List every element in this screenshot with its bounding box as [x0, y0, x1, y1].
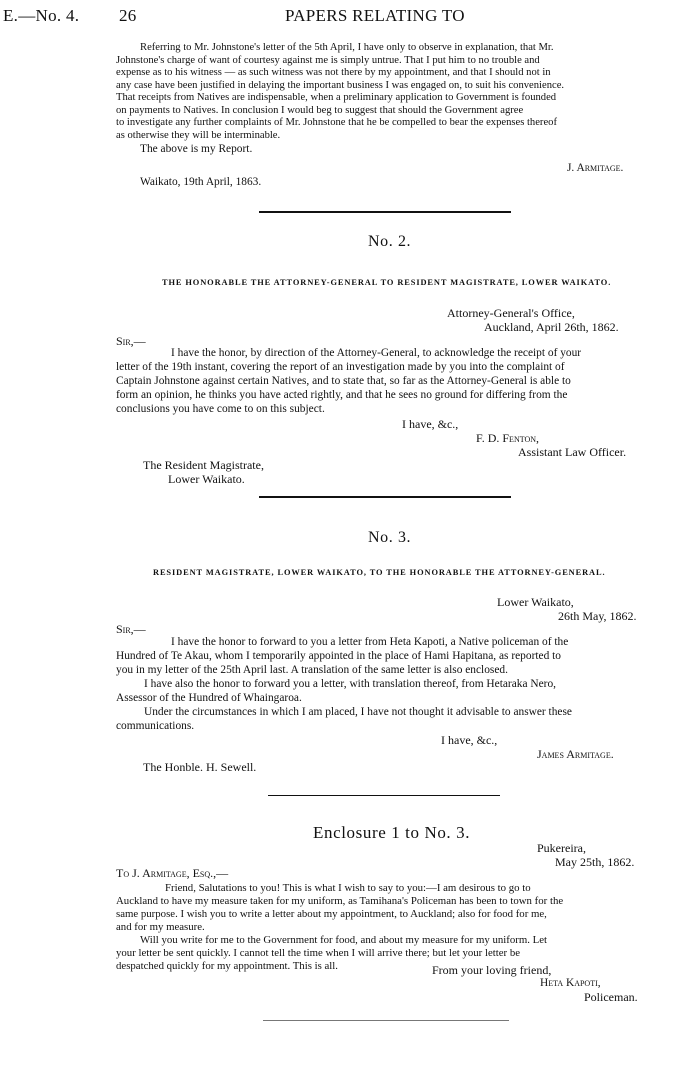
- enclosure-heading: Enclosure 1 to No. 3.: [313, 823, 471, 842]
- addressee-line-2: Lower Waikato.: [168, 472, 245, 486]
- letter-signature: F. D. Fenton,: [476, 431, 540, 445]
- section-divider: [259, 211, 511, 213]
- salutation: Sir,—: [116, 334, 146, 348]
- series-number: E.—No. 4.: [3, 6, 80, 25]
- salutation: Sir,—: [116, 622, 146, 636]
- letter-subheading: THE HONORABLE THE ATTORNEY-GENERAL TO RESIDENT MAGISTRATE, LOWER WAIKATO.: [162, 278, 612, 287]
- addressee: The Honble. H. Sewell.: [143, 760, 257, 774]
- paragraph-line: I have the honor, by direction of the Attorney-General, to acknowledge the receipt of your: [171, 347, 582, 359]
- running-title: PAPERS RELATING TO: [285, 6, 465, 25]
- paragraph-line: Auckland to have my measure taken for my uniform, as Tamihana's Policeman has been to town for the: [116, 895, 564, 907]
- paragraph-line: conclusions you have come to on this subject.: [116, 403, 325, 415]
- paragraph-line: expense as to his witness — as such witness was not there by my appointment, and that I should not in: [116, 67, 551, 78]
- paragraph-line: Under the circumstances in which I am placed, I have not thought it advisable to answer these: [144, 706, 572, 718]
- sender-address-line-1: Lower Waikato,: [497, 595, 574, 609]
- sender-address-line-2: Auckland, April 26th, 1862.: [484, 320, 619, 334]
- paragraph-line: letter of the 19th instant, covering the report of an investigation made by you into the complaint of: [116, 361, 565, 373]
- paragraph-line: I have the honor to forward to you a letter from Heta Kapoti, a Native policeman of the: [171, 636, 569, 648]
- paragraph-line: I have also the honor to forward you a letter, with translation thereof, from Hetaraka Nero,: [144, 678, 556, 690]
- section-divider: [259, 496, 511, 498]
- paragraph-line: Assessor of the Hundred of Whaingaroa.: [116, 692, 302, 704]
- paragraph-line: Friend, Salutations to you! This is what I wish to say to you:—I am desirous to go to: [165, 882, 531, 894]
- section-divider: [263, 1020, 509, 1021]
- letter-closing: I have, &c.,: [402, 417, 459, 431]
- signature-title: Assistant Law Officer.: [518, 445, 627, 459]
- letter-signature: James Armitage.: [537, 747, 614, 761]
- letter-closing: I have, &c.,: [441, 733, 498, 747]
- paragraph-line: Will you write for me to the Government for food, and about my measure for my uniform. Let: [140, 934, 548, 946]
- letter-heading: No. 3.: [368, 529, 412, 546]
- enclosure-signature-title: Policeman.: [584, 990, 638, 1004]
- addressee-line-1: The Resident Magistrate,: [143, 458, 264, 472]
- paragraph-line: your letter be sent quickly. I cannot tell the time when I will arrive there; but let your letter be: [116, 947, 521, 959]
- enclosure-place: Pukereira,: [537, 841, 586, 855]
- enclosure-closing: From your loving friend,: [432, 963, 552, 977]
- sender-address-line-2: 26th May, 1862.: [558, 609, 637, 623]
- paragraph-line: That receipts from Natives are indispensable, when a preliminary application to Government is founded: [116, 92, 557, 103]
- report-signature: J. Armitage.: [567, 162, 624, 174]
- paragraph-line: and for my measure.: [116, 921, 205, 933]
- report-closing: The above is my Report.: [140, 143, 253, 155]
- paragraph-line: despatched quickly for my appointment. This is all.: [116, 960, 338, 972]
- paragraph-line: same purpose. I wish you to write a letter about my appointment, to Auckland; also for food for me,: [116, 908, 547, 920]
- letter-heading: No. 2.: [368, 233, 412, 250]
- letter-subheading: RESIDENT MAGISTRATE, LOWER WAIKATO, TO THE HONORABLE THE ATTORNEY-GENERAL.: [153, 568, 606, 577]
- paragraph-line: to investigate any further complaints of Mr. Johnstone that he be compelled to bear the expenses thereof: [116, 117, 557, 128]
- paragraph-line: as otherwise they will be interminable.: [116, 129, 281, 141]
- paragraph-line: Johnstone's charge of want of courtesy against me is simply untrue. That I put him to no trouble and: [116, 54, 540, 66]
- section-divider: [268, 795, 500, 796]
- paragraph-line: communications.: [116, 720, 195, 732]
- page-number: 26: [119, 6, 137, 25]
- paragraph-line: any case have been justified in delaying the important business I was engaged on, to suit his convenience.: [116, 79, 565, 91]
- paragraph-line: Referring to Mr. Johnstone's letter of the 5th April, I have only to observe in explanation, that Mr.: [140, 42, 554, 53]
- paragraph-line: form an opinion, he thinks you have acted rightly, and that he sees no ground for differing from the: [116, 389, 568, 401]
- paragraph-line: you in my letter of the 25th April last. A translation of the same letter is also enclosed.: [116, 664, 508, 676]
- paragraph-line: on payments to Natives. In conclusion I would beg to suggest that should the Government agree: [116, 104, 524, 116]
- sender-address-line-1: Attorney-General's Office,: [447, 306, 575, 320]
- report-date-line: Waikato, 19th April, 1863.: [140, 176, 262, 188]
- paragraph-line: Hundred of Te Akau, whom I temporarily appointed in the place of Hami Hapitana, as reported to: [116, 650, 561, 662]
- enclosure-signature: Heta Kapoti,: [540, 977, 601, 989]
- paragraph-line: Captain Johnstone against certain Natives, and to state that, so far as the Attorney-General is able to: [116, 375, 571, 387]
- enclosure-date: May 25th, 1862.: [555, 855, 635, 869]
- enclosure-salutation: To J. Armitage, Esq.,—: [116, 866, 229, 880]
